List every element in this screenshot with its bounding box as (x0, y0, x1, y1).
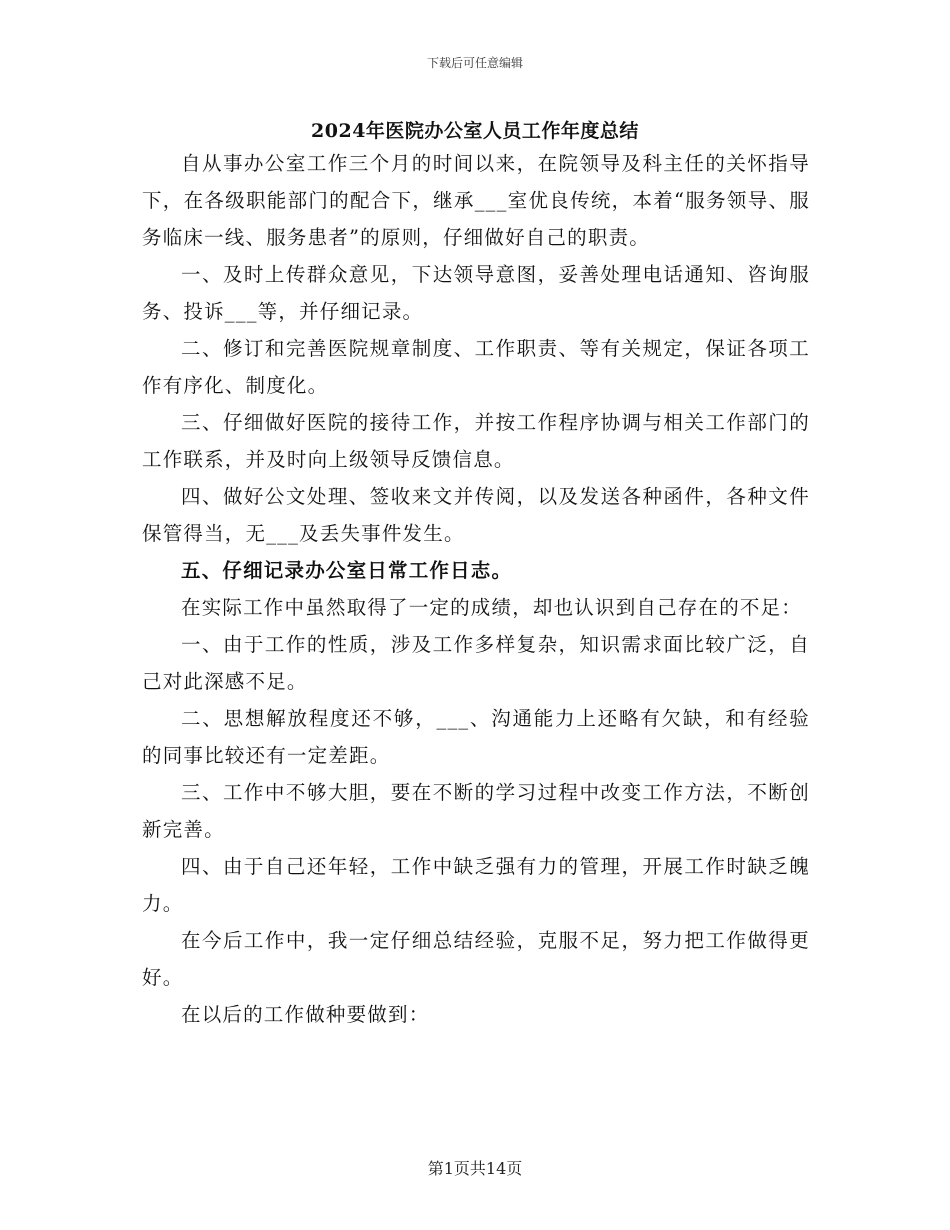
paragraph-item-4: 四、做好公文处理、签收来文并传阅，以及发送各种函件，各种文件保管得当，无___及丢失事件发生。 (142, 485, 810, 545)
paragraph-future: 在今后工作中，我一定仔细总结经验，克服不足，努力把工作做得更好。 (142, 929, 810, 989)
paragraph-shortcoming-4: 四、由于自己还年轻，工作中缺乏强有力的管理，开展工作时缺乏魄力。 (142, 855, 810, 915)
document-title: 2024年医院办公室人员工作年度总结 (311, 120, 639, 142)
paragraph-item-5: 五、仔细记录办公室日常工作日志。 (181, 559, 513, 582)
paragraph-item-3: 三、仔细做好医院的接待工作，并按工作程序协调与相关工作部门的工作联系，并及时向上级领导反馈信息。 (142, 411, 810, 471)
paragraph-item-2: 二、修订和完善医院规章制度、工作职责、等有关规定，保证各项工作有序化、制度化。 (142, 337, 810, 397)
paragraph-intro: 自从事办公室工作三个月的时间以来，在院领导及科主任的关怀指导下，在各级职能部门的配合下，继承___室优良传统，本着“服务领导、服务临床一线、服务患者”的原则，仔细做好自己的职责。 (142, 152, 810, 249)
paragraph-shortcoming-2: 二、思想解放程度还不够，___、沟通能力上还略有欠缺，和有经验的同事比较还有一定差距。 (142, 707, 810, 767)
paragraph-shortcoming-1: 一、由于工作的性质，涉及工作多样复杂，知识需求面比较广泛，自己对此深感不足。 (142, 633, 810, 693)
paragraph-future-plan: 在以后的工作做种要做到： (181, 1003, 430, 1026)
page-number: 第1页共14页 (427, 1159, 523, 1178)
paragraph-item-1: 一、及时上传群众意见，下达领导意图，妥善处理电话通知、咨询服务、投诉___等，并仔细记录。 (142, 263, 810, 323)
paragraph-shortcoming-3: 三、工作中不够大胆，要在不断的学习过程中改变工作方法，不断创新完善。 (142, 781, 810, 841)
header-note: 下载后可任意编辑 (426, 56, 523, 70)
paragraph-shortcomings-intro: 在实际工作中虽然取得了一定的成绩，却也认识到自己存在的不足： (181, 596, 803, 619)
document-body (142, 145, 810, 1033)
